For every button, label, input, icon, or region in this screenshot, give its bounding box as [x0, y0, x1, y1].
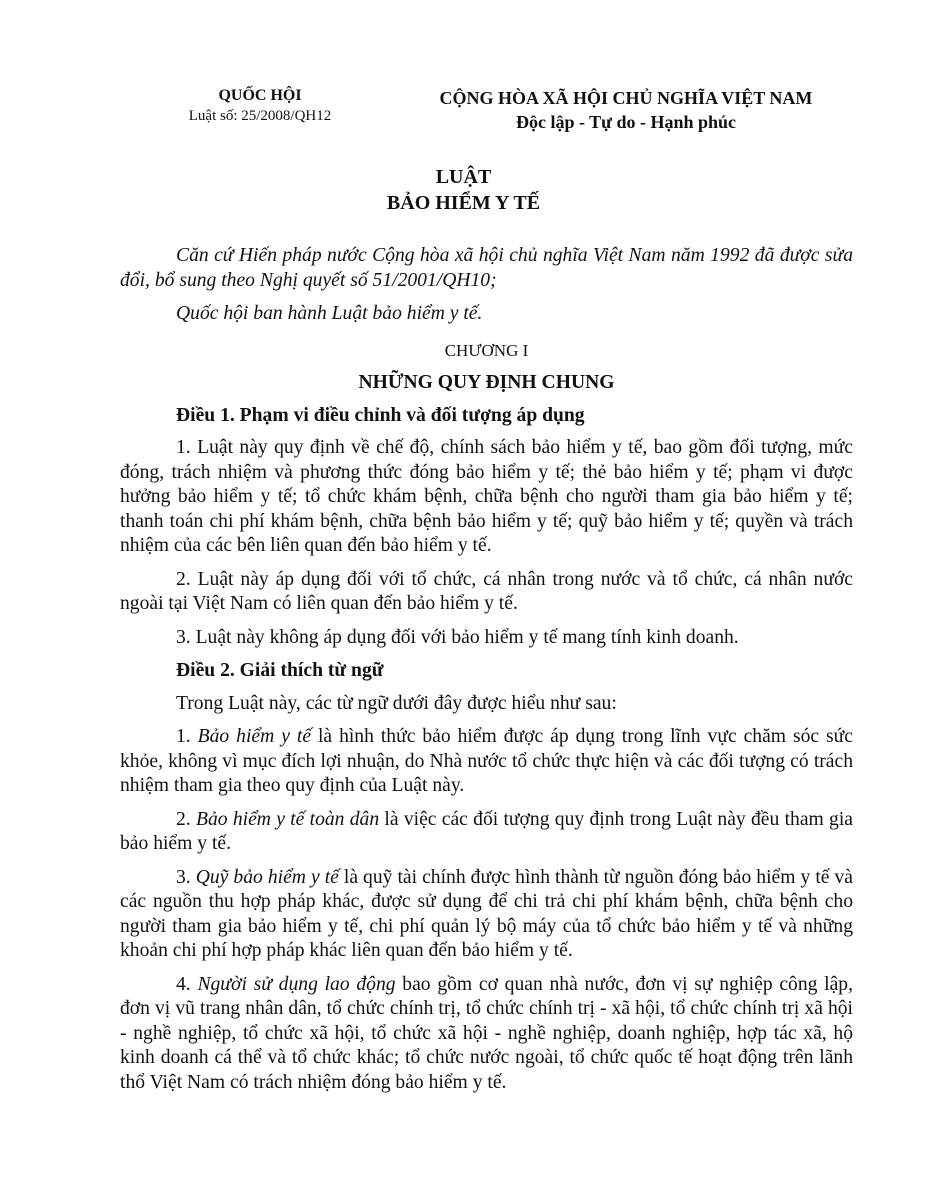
- issuer-block: [160, 86, 360, 126]
- definition-number: 2.: [176, 808, 196, 830]
- article-2-definition-4: [120, 973, 853, 1096]
- preamble-enactment: Quốc hội ban hành Luật bảo hiểm y tế.: [176, 303, 483, 324]
- defined-term: Quỹ bảo hiểm y tế: [195, 866, 339, 888]
- law-number: Luật số: 25/2008/QH12: [188, 108, 332, 124]
- definition-number: 1.: [176, 726, 198, 747]
- document-body: [120, 244, 853, 1104]
- article-1-clause-3: 3. Luật này không áp dụng đối với bảo hiểm y tế mang tính kinh doanh.: [176, 626, 739, 648]
- defined-term: Bảo hiểm y tế toàn dân: [195, 808, 380, 830]
- definition-text: là hình thức bảo hiểm được áp dụng trong lĩnh vực chăm sóc sức khỏe, không vì mục đích lợi nhuận, do Nhà nước tổ chức thực hiện và các đối tượng có trách nhiệm tham gia theo quy định của Luật này.: [120, 726, 853, 796]
- article-2-definition-1: [120, 725, 853, 799]
- national-motto: Độc lập - Tự do - Hạnh phúc: [515, 112, 737, 132]
- definition-text: là quỹ tài chính được hình thành từ nguồn đóng bảo hiểm y tế và các nguồn thu hợp pháp khác, được sử dụng để chi trả chi phí khám bệnh, chữa bệnh cho người tham gia bảo hiểm y tế, chi phí quản lý bộ máy của tổ chức bảo hiểm y tế và những khoản chi phí hợp pháp khác liên quan đến bảo hiểm y tế.: [120, 866, 853, 961]
- definition-text: bao gồm cơ quan nhà nước, đơn vị sự nghiệp công lập, đơn vị vũ trang nhân dân, tổ chức chính trị, tổ chức chính trị - xã hội, tổ chức chính trị xã hội - nghề nghiệp, tổ chức xã hội, tổ chức xã hội - nghề nghiệp, doanh nghiệp, hợp tác xã, hộ kinh doanh cá thể và tổ chức khác; tổ chức nước ngoài, tổ chức quốc tế hoạt động trên lãnh thổ Việt Nam có trách nhiệm đóng bảo hiểm y tế.: [120, 973, 854, 1093]
- defined-term: Người sử dụng lao động: [197, 973, 396, 995]
- law-title-line2: BẢO HIỂM Y TẾ: [386, 192, 541, 214]
- article-1-clause-2: 2. Luật này áp dụng đối với tổ chức, cá nhân trong nước và tổ chức, cá nhân nước ngoài tại Việt Nam có liên quan đến bảo hiểm y tế.: [120, 568, 853, 614]
- issuer-name: QUỐC HỘI: [218, 87, 302, 104]
- chapter-label: CHƯƠNG I: [444, 340, 529, 360]
- article-1-clause-1: 1. Luật này quy định về chế độ, chính sách bảo hiểm y tế, bao gồm đối tượng, mức đóng, trách nhiệm và phương thức đóng bảo hiểm y tế; thẻ bảo hiểm y tế; phạm vi được hưởng bảo hiểm y tế; tổ chức khám bệnh, chữa bệnh cho người tham gia bảo hiểm y tế; thanh toán chi phí khám bệnh, chữa bệnh bảo hiểm y tế; quỹ bảo hiểm y tế; quyền và trách nhiệm của các bên liên quan đến bảo hiểm y tế.: [120, 437, 853, 556]
- definition-text: là việc các đối tượng quy định trong Luật này đều tham gia bảo hiểm y tế.: [120, 808, 853, 854]
- article-1-heading: Điều 1. Phạm vi điều chỉnh và đối tượng áp dụng: [176, 404, 585, 426]
- nation-name: CỘNG HÒA XÃ HỘI CHỦ NGHĨA VIỆT NAM: [439, 88, 813, 108]
- article-2-definition-2: [120, 808, 853, 857]
- chapter-title: NHỮNG QUY ĐỊNH CHUNG: [358, 372, 615, 393]
- definition-number: 4.: [176, 973, 198, 995]
- definition-number: 3.: [176, 866, 196, 888]
- law-title-line1: LUẬT: [435, 166, 492, 188]
- defined-term: Bảo hiểm y tế: [197, 726, 312, 747]
- preamble-paragraph: Căn cứ Hiến pháp nước Cộng hòa xã hội chủ nghĩa Việt Nam năm 1992 đã được sửa đổi, bổ sung theo Nghị quyết số 51/2001/QH10;: [120, 245, 853, 291]
- article-2-definition-3: [120, 866, 853, 964]
- article-2-heading: Điều 2. Giải thích từ ngữ: [176, 660, 384, 681]
- article-2-intro: Trong Luật này, các từ ngữ dưới đây được hiểu như sau:: [176, 692, 617, 714]
- national-heading: [400, 86, 852, 134]
